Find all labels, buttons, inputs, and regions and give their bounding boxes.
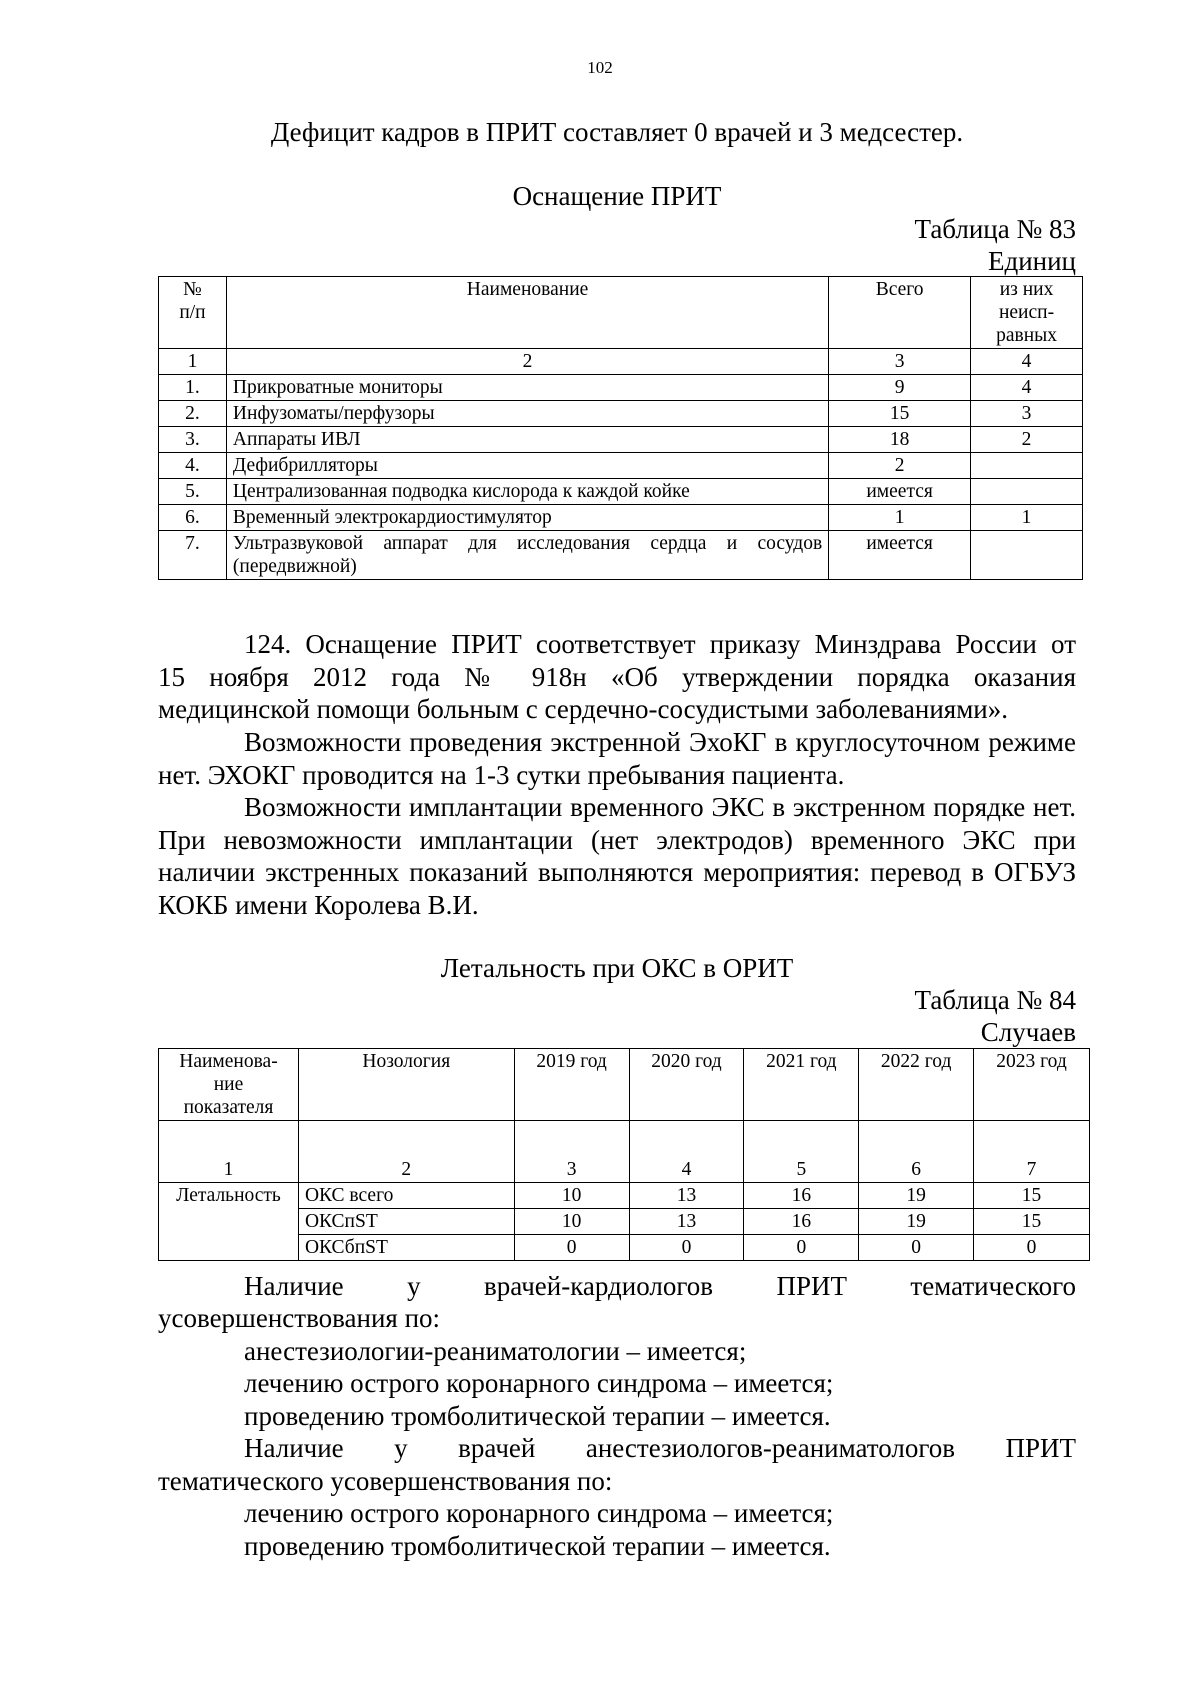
cardiologists-intro-line1: Наличие у врачей-кардиологов ПРИТ тематического [244,1271,1076,1301]
row-total: 18 [829,427,971,453]
header-faulty-line: из них [999,279,1054,300]
header-indicator-line: Наименова- [179,1051,278,1072]
header-year: 2020 год [629,1049,744,1121]
value-cell: 19 [859,1209,974,1235]
row-faulty: 3 [971,401,1083,427]
table84-index-row [159,1121,1090,1183]
row-total: имеется [829,531,971,580]
row-total: 15 [829,401,971,427]
table-row [159,1183,1090,1209]
row-faulty: 2 [971,427,1083,453]
row-faulty: 4 [971,375,1083,401]
table84-unit: Случаев [980,1017,1076,1047]
index-cell: 4 [971,349,1083,375]
value-cell: 0 [629,1235,744,1261]
cardiologists-item: анестезиологии-реаниматологии – имеется; [244,1336,747,1366]
header-indicator-line: показателя [183,1097,274,1118]
index-cell: 7 [974,1121,1090,1183]
row-num: 3. [159,427,227,453]
equipment-table [158,276,1083,580]
value-cell: 15 [974,1183,1090,1209]
value-cell: 13 [629,1183,744,1209]
row-num: 5. [159,479,227,505]
table83-header-row [159,277,1083,349]
value-cell: 0 [859,1235,974,1261]
value-cell: 10 [514,1209,629,1235]
table-row [159,1209,1090,1235]
indicator-cell: Летальность [159,1183,299,1261]
row-faulty: 1 [971,505,1083,531]
page-number: 102 [587,58,613,77]
row-faulty [971,531,1083,580]
index-cell: 2 [226,349,828,375]
value-cell: 16 [744,1209,859,1235]
row-name: Аппараты ИВЛ [226,427,828,453]
paragraph-echo: Возможности проведения экстренной ЭхоКГ в круглосуточном режиме нет. ЭХОКГ проводится на 1-3 сутки пребывания пациента. [158,727,1076,790]
index-cell: 1 [159,349,227,375]
header-faulty-line: равных [996,325,1057,346]
index-cell: 1 [159,1121,299,1183]
header-num [159,277,227,349]
header-year: 2022 год [859,1049,974,1121]
row-name: Временный электрокардиостимулятор [226,505,828,531]
row-num: 2. [159,401,227,427]
table-row [159,427,1083,453]
cardiologists-intro-line2: усовершенствования по: [158,1303,441,1333]
table-row [159,531,1083,580]
anesthesiologists-intro-line1: Наличие у врачей анестезиологов-реаниматологов ПРИТ [244,1433,1076,1463]
row-name: Дефибрилляторы [226,453,828,479]
paragraph-124-line1: 124. Оснащение ПРИТ соответствует приказу Минздрава России от [244,629,1076,659]
paragraph-eks: Возможности имплантации временного ЭКС в экстренном порядке нет. При невозможности имплантации (нет электродов) временного ЭКС при наличии экстренных показаний выполняются мероприятия: перевод в ОГБУЗ КОКБ имени Королева В.И. [158,792,1076,920]
row-faulty [971,479,1083,505]
table84-title: Летальность при ОКС в ОРИТ [440,953,794,983]
header-faulty [971,277,1083,349]
value-cell: 0 [974,1235,1090,1261]
deficit-text: Дефицит кадров в ПРИТ составляет 0 врачей и 3 медсестер. [270,117,964,147]
cardiologists-item: лечению острого коронарного синдрома – имеется; [244,1368,834,1398]
row-name: Ультразвуковой аппарат для исследования сердца и сосудов (передвижной) [226,531,828,580]
value-cell: 10 [514,1183,629,1209]
anesthesiologists-item: лечению острого коронарного синдрома – имеется; [244,1498,834,1528]
row-total: 9 [829,375,971,401]
row-total: 2 [829,453,971,479]
nosology-cell: ОКСпST [298,1209,514,1235]
table84-header-row [159,1049,1090,1121]
table83-unit: Единиц [987,246,1076,276]
header-year: 2023 год [974,1049,1090,1121]
value-cell: 16 [744,1183,859,1209]
value-cell: 13 [629,1209,744,1235]
row-total: 1 [829,505,971,531]
value-cell: 0 [744,1235,859,1261]
table-row [159,479,1083,505]
header-num-line: п/п [179,302,206,323]
header-indicator-line: ние [213,1074,244,1095]
row-num: 7. [159,531,227,580]
cardiologists-item: проведению тромболитической терапии – имеется. [244,1401,831,1431]
row-faulty [971,453,1083,479]
row-num: 1. [159,375,227,401]
header-nosology: Нозология [298,1049,514,1121]
table-row [159,401,1083,427]
index-cell: 3 [829,349,971,375]
header-indicator [159,1049,299,1121]
row-name: Централизованная подводка кислорода к каждой койке [226,479,828,505]
index-cell: 4 [629,1121,744,1183]
header-faulty-line: неисп- [998,302,1055,323]
header-year: 2019 год [514,1049,629,1121]
index-cell: 6 [859,1121,974,1183]
mortality-table [158,1048,1090,1261]
row-total: имеется [829,479,971,505]
row-name: Прикроватные мониторы [226,375,828,401]
table-row [159,1235,1090,1261]
nosology-cell: ОКС всего [298,1183,514,1209]
header-year: 2021 год [744,1049,859,1121]
header-name: Наименование [226,277,828,349]
header-total: Всего [829,277,971,349]
row-name: Инфузоматы/перфузоры [226,401,828,427]
paragraph-124-line3: медицинской помощи больным с сердечно-сосудистыми заболеваниями». [158,694,1008,724]
value-cell: 15 [974,1209,1090,1235]
table-row [159,505,1083,531]
table83-index-row [159,349,1083,375]
value-cell: 19 [859,1183,974,1209]
index-cell: 2 [298,1121,514,1183]
table-row [159,453,1083,479]
table83-number: Таблица № 83 [914,214,1076,244]
anesthesiologists-item: проведению тромболитической терапии – имеется. [244,1531,831,1561]
value-cell: 0 [514,1235,629,1261]
anesthesiologists-intro-line2: тематического усовершенствования по: [158,1466,613,1496]
row-num: 4. [159,453,227,479]
index-cell: 5 [744,1121,859,1183]
table83-title: Оснащение ПРИТ [512,181,722,211]
table-row [159,375,1083,401]
nosology-cell: ОКСбпST [298,1235,514,1261]
paragraph-124-line2: 15 ноября 2012 года № 918н «Об утверждении порядка оказания [158,662,1076,692]
index-cell: 3 [514,1121,629,1183]
header-num-line: № [183,279,202,300]
table84-number: Таблица № 84 [914,985,1076,1015]
row-num: 6. [159,505,227,531]
